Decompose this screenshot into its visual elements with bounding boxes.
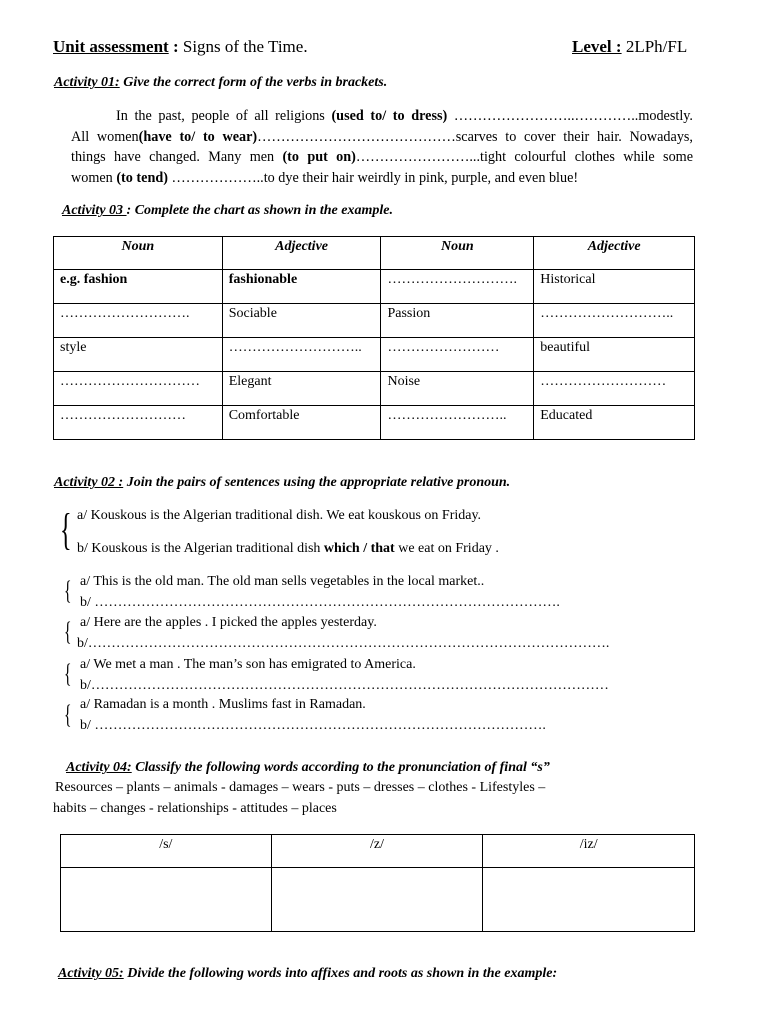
activity03-instruction: : Complete the chart as shown in the example.: [126, 203, 393, 218]
paragraph-line: [71, 168, 693, 189]
level-value: 2LPh/FL: [621, 37, 688, 56]
chart-cell: Noise: [381, 372, 534, 406]
answer-line-b[interactable]: b/…………………………………………………………………………………………………: [80, 678, 609, 693]
sentence-a: a/ We met a man . The man’s son has emigrated to America.: [80, 657, 416, 672]
chart-row: [54, 406, 695, 440]
activity03-title: [62, 203, 393, 219]
example-sentence-a: a/ Kouskous is the Algerian traditional dish. We eat kouskous on Friday.: [77, 508, 482, 523]
activity01-title: [54, 75, 387, 91]
activity01-label: Activity 01:: [54, 75, 120, 90]
answer-cell-s[interactable]: [61, 868, 272, 932]
pronunciation-table: [60, 834, 695, 932]
example-b-end: we eat on Friday .: [394, 541, 499, 556]
chart-row: [54, 270, 695, 304]
pronunciation-header-z: /z/: [271, 835, 483, 868]
activity02-title: [54, 475, 510, 491]
chart-cell: ………………………: [534, 372, 695, 406]
line-text: All women: [71, 128, 139, 145]
level-label: Level :: [572, 37, 622, 56]
example-b-pronoun: which / that: [323, 541, 395, 556]
answer-cell-z[interactable]: [271, 868, 483, 932]
chart-cell: Educated: [534, 406, 695, 440]
pair-brace: {: [64, 659, 72, 688]
chart-row: [54, 338, 695, 372]
chart-cell: ………………………: [54, 406, 223, 440]
chart-cell: ………………………..: [222, 338, 381, 372]
verb-hint: (to put on): [282, 149, 356, 165]
chart-cell: ……………………..: [381, 406, 534, 440]
pronunciation-answer-row: [61, 868, 695, 932]
pair-brace: {: [64, 700, 72, 729]
chart-cell: beautiful: [534, 338, 695, 372]
paragraph-line: [71, 106, 693, 127]
pronunciation-header-s: /s/: [61, 835, 272, 868]
activity01-paragraph: [71, 106, 693, 188]
activity04-instruction: Classify the following words according to the pronunciation of final “s”: [131, 760, 550, 775]
level-info: [572, 37, 687, 57]
word-list-line: Resources – plants – animals - damages – wears - puts – dresses – clothes - Lifestyles –: [55, 780, 546, 795]
activity01-instruction: Give the correct form of the verbs in brackets.: [119, 75, 388, 90]
sentence-a: a/ Here are the apples . I picked the apples yesterday.: [80, 615, 377, 630]
word-list-line: habits – changes - relationships - attitudes – places: [53, 801, 337, 816]
chart-cell: Sociable: [222, 304, 381, 338]
pair-brace: {: [60, 505, 72, 554]
line-blank: ……………………………………scarves to cover their hair. Nowadays,: [257, 128, 693, 145]
chart-cell: Historical: [534, 270, 695, 304]
paragraph-line: [71, 147, 693, 168]
line-text: women: [71, 169, 117, 186]
chart-cell: Comfortable: [222, 406, 381, 440]
activity03-label: Activity 03: [62, 203, 127, 218]
chart-cell: ………………………..: [534, 304, 695, 338]
chart-cell: ……………………….: [381, 270, 534, 304]
paragraph-line: [71, 127, 693, 148]
chart-cell: ……………………: [381, 338, 534, 372]
chart-cell: ……………………….: [54, 304, 223, 338]
assessment-title: [53, 37, 308, 57]
sentence-a: a/ Ramadan is a month . Muslims fast in Ramadan.: [80, 697, 366, 712]
verb-hint: (to tend): [116, 169, 168, 186]
chart-cell: Elegant: [222, 372, 381, 406]
answer-line-b[interactable]: b/ …………………………………………………………………………………….: [80, 718, 546, 733]
line-blank: ……………………...tight colourful clothes while some: [355, 149, 693, 165]
chart-cell: fashionable: [222, 270, 381, 304]
noun-adjective-chart: [53, 236, 695, 440]
title-label: Unit assessment: [53, 37, 169, 56]
chart-row: [54, 304, 695, 338]
line-text: things have changed. Many men: [71, 149, 283, 165]
answer-line-b[interactable]: b/………………………………………………………………………………………………….: [77, 636, 610, 651]
pronunciation-header-row: [61, 835, 695, 868]
activity04-label: Activity 04:: [66, 760, 132, 775]
answer-cell-iz[interactable]: [483, 868, 695, 932]
chart-cell: e.g. fashion: [54, 270, 223, 304]
pair-brace: {: [64, 576, 72, 605]
chart-row: [54, 372, 695, 406]
verb-hint: (used to/ to dress): [331, 108, 448, 124]
pair-brace: {: [64, 617, 72, 646]
example-b-text: b/ Kouskous is the Algerian traditional dish: [77, 541, 324, 556]
line-blank: ……………………..…………..modestly.: [447, 108, 693, 124]
sentence-a: a/ This is the old man. The old man sells vegetables in the local market..: [80, 574, 485, 589]
chart-header: Noun: [54, 237, 223, 270]
chart-cell: Passion: [381, 304, 534, 338]
activity05-title: [58, 966, 557, 982]
chart-header: Adjective: [534, 237, 695, 270]
chart-cell: …………………………: [54, 372, 223, 406]
activity04-title: [66, 760, 550, 776]
title-value: Signs of the Time.: [182, 37, 308, 56]
chart-header: Adjective: [222, 237, 381, 270]
pronunciation-header-iz: /iz/: [483, 835, 695, 868]
chart-cell: style: [54, 338, 223, 372]
example-sentence-b: [77, 541, 499, 557]
line-text: In the past, people of all religions: [116, 108, 332, 124]
activity05-label: Activity 05:: [58, 966, 124, 981]
verb-hint: (have to/ to wear): [138, 128, 258, 145]
chart-header: Noun: [381, 237, 534, 270]
answer-line-b[interactable]: b/ ……………………………………………………………………………………….: [80, 595, 560, 610]
activity02-label: Activity 02 :: [54, 475, 124, 490]
activity02-instruction: Join the pairs of sentences using the appropriate relative pronoun.: [123, 475, 511, 490]
line-blank: ………………..to dye their hair weirdly in pink, purple, and even blue!: [167, 169, 579, 186]
title-separator: :: [168, 37, 183, 56]
activity05-instruction: Divide the following words into affixes and roots as shown in the example:: [123, 966, 558, 981]
chart-header-row: [54, 237, 695, 270]
